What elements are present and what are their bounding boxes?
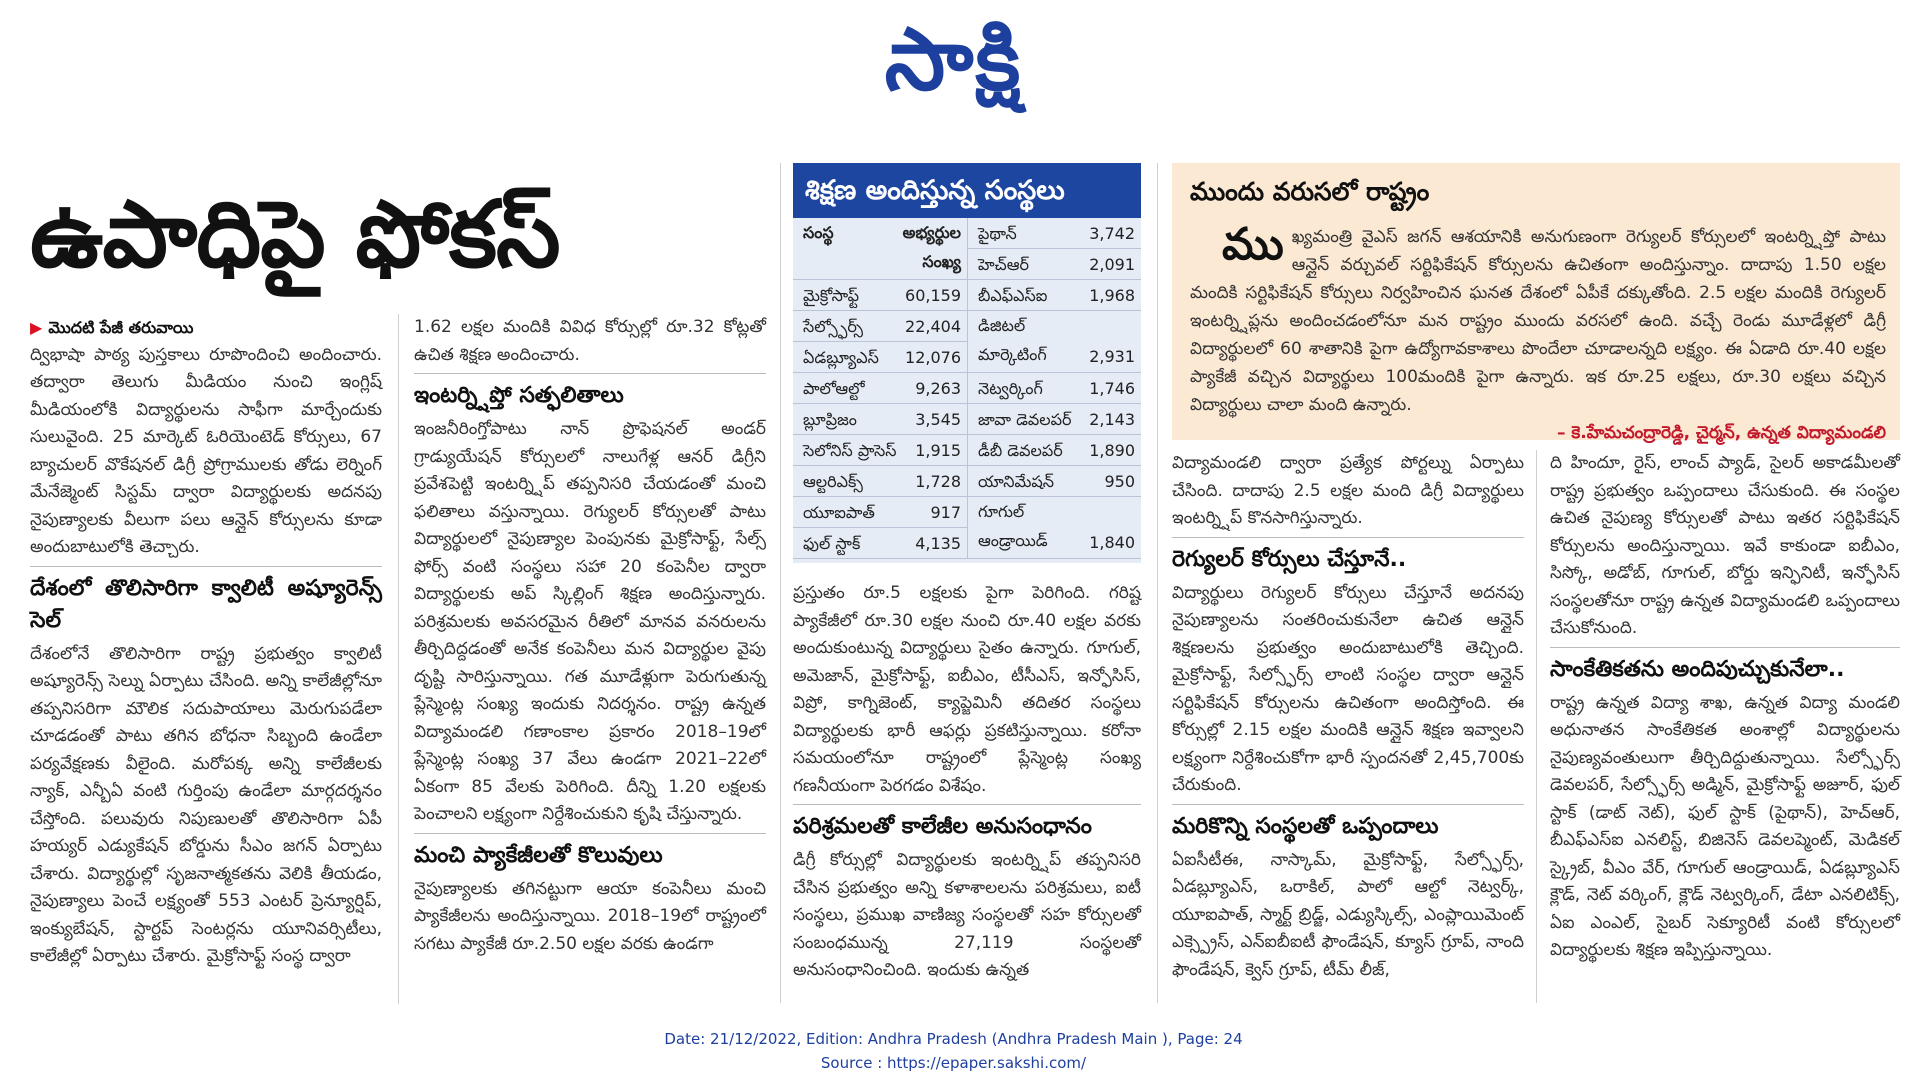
refer-label: మొదటి పేజీ తరువాయి	[48, 318, 194, 337]
article-paragraph: దేశంలోనే తొలిసారిగా రాష్ట్ర ప్రభుత్వం క్వాలిటీ అష్యూరెన్స్ సెల్ను ఏర్పాటు చేసింది. అన్ని కాలేజీల్లోనూ తప్పనిసరిగా మౌలిక సదుపాయాలు మెరుగుపడేలా చూడడంతో పాటు తగిన బోధనా సిబ్బంది ఉండేలా పర్యవేక్షణకు వీలైంది. మరోపక్క అన్ని కాలేజీలకు న్యాక్, ఎన్బీఏ వంటి గుర్తింపు ఉండేలా మార్గదర్శనం చేస్తోంది. పలువురు నిపుణులతో తొలిసారిగా ఏపీ హయ్యర్ ఎడ్యుకేషన్ బోర్డును సీఎం జగన్ ఏర్పాటు చేశారు. విద్యార్థుల్లో సృజనాత్మకతను వెలికి తీయడం, నైపుణ్యాలు పెంచే లక్ష్యంతో 553 ఎంటర్ ప్రెన్యూర్షిప్, ఇంక్యుబేషన్, స్టార్టప్ సెంటర్లను యూనివర్సిటీలు, కాలేజీల్లో ఏర్పాటు చేశారు. మైక్రోసాఫ్ట్ సంస్థ ద్వారా	[30, 643, 382, 966]
org-name: మైక్రోసాఫ్ట్	[803, 286, 860, 305]
subheading: దేశంలో తొలిసారిగా క్వాలిటీ అష్యూరెన్స్ సెల్	[30, 566, 382, 641]
continued-from-front-page	[30, 314, 382, 342]
org-count: 4,135	[915, 534, 961, 553]
org-name: జావా డెవలపర్	[978, 410, 1072, 429]
quote-body	[1190, 219, 1886, 447]
column-divider	[1157, 163, 1158, 1003]
org-name: ఆల్టరిఎక్స్	[803, 472, 863, 491]
org-count: 950	[1104, 472, 1135, 491]
org-name: డీబీ డెవలపర్	[978, 441, 1063, 460]
subheading: మరికొన్ని సంస్థలతో ఒప్పందాలు	[1172, 804, 1524, 847]
org-count: 12,076	[905, 348, 961, 367]
table-row	[968, 311, 1141, 373]
column-1	[30, 314, 382, 971]
triangle-icon: ▶	[30, 318, 43, 337]
table-left-column	[793, 218, 967, 559]
article-paragraph: విద్యామండలి ద్వారా ప్రత్యేక పోర్టల్ను ఏర్పాటు చేసింది. దాదాపు 2.5 లక్షల మంది డిగ్రీ విద్యార్థులు ఇంటర్న్షిప్ కొనసాగిస్తున్నారు.	[1172, 453, 1524, 528]
org-count: 1,746	[1089, 379, 1135, 398]
org-name: డిజిటల్ మార్కెటింగ్	[978, 316, 1047, 364]
org-name: పైథాన్	[978, 224, 1017, 243]
org-name: పాలోఆల్టో	[803, 379, 865, 398]
table-row	[793, 311, 967, 342]
table-row	[793, 497, 967, 528]
article-paragraph: డిగ్రీ కోర్సుల్లో విద్యార్థులకు ఇంటర్న్షిప్ తప్పనిసరి చేసిన ప్రభుత్వం అన్ని కళాశాలలను పరిశ్రమలు, ఐటీ సంస్థలు, ప్రముఖ వాణిజ్య సంస్థలతో సహ కోర్సులతో సంబంధమున్న 27,119 సంస్థలతో అనుసంధానించింది. ఇందుకు ఉన్నత	[793, 850, 1141, 980]
quote-title: ముందు వరుసలో రాష్ట్రం	[1190, 177, 1430, 206]
article-paragraph: ద్విభాషా పాఠ్య పుస్తకాలు రూపొందించి అందించారు. తద్వారా తెలుగు మీడియం నుంచి ఇంగ్లిష్ మీడియంలోకి విద్యార్థులను సాఫీగా మార్చేందుకు సులువైంది. 25 మార్కెట్ ఓరియెంటెడ్ కోర్సులు, 67 బ్యాచులర్ వొకేషనల్ డిగ్రీ ప్రోగ్రాములకు తోడు లెర్నింగ్ మేనేజ్మెంట్ సిస్టమ్ ద్వారా విద్యార్థులకు అదనపు నైపుణ్యాలకు వీలుగా పలు ఆన్లైన్ కోర్సులను కూడా అందుబాటులోకి తెచ్చారు.	[30, 344, 382, 557]
org-name: ఫుల్ స్టాక్	[803, 534, 861, 553]
org-name: బీఎఫ్ఎస్ఐ	[978, 286, 1048, 305]
masthead-logo: సాక్షి	[884, 10, 1023, 110]
table-row	[968, 249, 1141, 280]
org-count: 3,742	[1089, 224, 1135, 243]
table-row	[793, 435, 967, 466]
header-org: సంస్థ	[803, 223, 834, 242]
table-header-row	[793, 218, 967, 280]
headline: ఉపాధిపై ఫోకస్	[30, 181, 560, 288]
table-row	[968, 280, 1141, 311]
column-divider	[780, 163, 781, 1003]
column-4	[1172, 450, 1524, 984]
subheading: ఇంటర్న్షిప్తో సత్ఫలితాలు	[414, 373, 766, 416]
table-row	[793, 342, 967, 373]
quote-box	[1172, 163, 1900, 443]
table-right-column	[967, 218, 1141, 559]
org-count: 1,728	[915, 472, 961, 491]
article-paragraph: విద్యార్థులు రెగ్యులర్ కోర్సులు చేస్తూనే అదనపు నైపుణ్యాలను సంతరించుకునేలా ఉచిత ఆన్లైన్ శిక్షణలను ప్రభుత్వం అందుబాటులోకి తెచ్చింది. మైక్రోసాఫ్ట్, సేల్స్ఫోర్స్ లాంటి సంస్థల ద్వారా ఆన్లైన్ సర్టిఫికేషన్ కోర్సులను ఉచితంగా అందిస్తోంది. ఈ కోర్సుల్లో 2.15 లక్షల మందికి ఆన్లైన్ శిక్షణ ఇవ్వాలని లక్ష్యంగా నిర్దేశించుకోగా భారీ స్పందనతో 2,45,700కు చేరుకుంది.	[1172, 582, 1524, 795]
article-paragraph: 1.62 లక్షల మందికి వివిధ కోర్సుల్లో రూ.32 కోట్లతో ఉచిత శిక్షణ అందించారు.	[414, 317, 766, 365]
column-divider	[1536, 450, 1537, 1003]
table-row	[793, 280, 967, 311]
org-name: నెట్వర్కింగ్	[978, 379, 1043, 398]
subheading: పరిశ్రమలతో కాలేజీల అనుసంధానం	[793, 804, 1141, 847]
table-row	[968, 497, 1141, 559]
article-paragraph: నైపుణ్యాలకు తగినట్టుగా ఆయా కంపెనీలు మంచి ప్యాకేజీలను అందిస్తున్నాయి. 2018–19లో రాష్ట్రంలో సగటు ప్యాకేజీ రూ.2.50 లక్షల వరకు ఉండగా	[414, 878, 766, 954]
org-count: 2,143	[1089, 410, 1135, 429]
table-row	[793, 404, 967, 435]
table-row	[793, 528, 967, 559]
org-name: బ్లూప్రిజం	[803, 410, 857, 429]
table-row	[968, 435, 1141, 466]
column-3	[793, 580, 1141, 985]
table-row	[968, 218, 1141, 249]
header-count: అభ్యర్థుల సంఖ్య	[902, 223, 961, 271]
org-name: సేల్స్ఫోర్స్	[803, 317, 864, 336]
table-row	[968, 373, 1141, 404]
org-count: 1,968	[1089, 286, 1135, 305]
org-count: 1,915	[915, 441, 961, 460]
org-count: 22,404	[905, 317, 961, 336]
quote-signature	[1190, 419, 1886, 447]
org-count: 9,263	[915, 379, 961, 398]
subheading: మంచి ప్యాకేజీలతో కొలువులు	[414, 833, 766, 876]
org-count: 1,840	[1089, 533, 1135, 552]
subheading: సాంకేతికతను అందిపుచ్చుకునేలా..	[1550, 647, 1900, 690]
table-row	[968, 466, 1141, 497]
org-count: 1,890	[1089, 441, 1135, 460]
org-name: యూఐపాత్	[803, 503, 875, 522]
column-2	[414, 314, 766, 958]
org-count: 60,159	[905, 286, 961, 305]
drop-cap: ము	[1222, 219, 1284, 270]
table-row	[968, 404, 1141, 435]
table-row	[793, 466, 967, 497]
org-name: గూగుల్ ఆండ్రాయిడ్	[978, 502, 1048, 550]
org-count: 3,545	[915, 410, 961, 429]
org-name: హెచ్ఆర్	[978, 255, 1029, 274]
subheading: రెగ్యులర్ కోర్సులు చేస్తూనే..	[1172, 537, 1524, 580]
org-name: ఏడబ్ల్యూఎస్	[803, 348, 879, 367]
org-count: 2,091	[1089, 255, 1135, 274]
org-count: 917	[930, 503, 961, 522]
article-paragraph: ది హిందూ, రైస్, లాంచ్ ప్యాడ్, సైలర్ అకాడమీలతో రాష్ట్ర ప్రభుత్వం ఒప్పందాలు చేసుకుంది. ఈ సంస్థల ఉచిత నైపుణ్య కోర్సులతో పాటు ఇతర సర్టిఫికేషన్ కోర్సులను అందిస్తున్నాయి. ఇవే కాకుండా ఐబీఎం, సిస్కో, అడోబ్, గూగుల్, బోర్డు ఇన్ఫినిటీ, ఇన్ఫోసిస్ సంస్థలతోనూ రాష్ట్ర ఉన్నత విద్యామండలి ఒప్పందాలు చేసుకోనుంది.	[1550, 453, 1900, 638]
institutions-table	[793, 163, 1141, 563]
table-row	[793, 373, 967, 404]
org-name: యానిమేషన్	[978, 472, 1055, 491]
footer-date-edition: Date: 21/12/2022, Edition: Andhra Pradesh (Andhra Pradesh Main ), Page: 24	[664, 1030, 1243, 1048]
column-5	[1550, 450, 1900, 965]
column-divider	[398, 314, 399, 1004]
signature-text: – కె.హేమచంద్రారెడ్డి, చైర్మన్, ఉన్నత విద్యామండలి	[1556, 423, 1886, 443]
org-count: 2,931	[1089, 347, 1135, 366]
table-title: శిక్షణ అందిస్తున్న సంస్థలు	[793, 163, 1141, 218]
quote-text: ఖ్యమంత్రి వైఎస్ జగన్ ఆశయానికి అనుగుణంగా రెగ్యులర్ కోర్సులలో ఇంటర్న్షిప్తో పాటు ఆన్లైన్ వర్చువల్ సర్టిఫికేషన్ కోర్సులను ఉచితంగా అందిస్తున్నాం. దాదాపు 1.50 లక్షల మందికి సర్టిఫికేషన్ కోర్సులు నిర్వహించిన ఘనత దేశంలో ఏపీకే దక్కుతోంది. 2.5 లక్షల మందికి రెగ్యులర్ ఇంటర్న్షిప్లను అందించడంలోనూ మన రాష్ట్రం ముందు వరసలో ఉంది. వచ్చే రెండు మూడేళ్లలో డిగ్రీ విద్యార్థులలో 60 శాతానికి పైగా ఉద్యోగావకాశాలు పొందేలా చూడాలన్నది లక్ష్యం. ఈ ఏడాది రూ.40 లక్షల ప్యాకేజీ వచ్చిన విద్యార్థులు 100మందికి పైగా ఉన్నారు. ఇక రూ.25 లక్షలు, రూ.30 లక్షలు వచ్చిన విద్యార్థులు చాలా మంది ఉన్నారు.	[1190, 227, 1886, 415]
article-paragraph: రాష్ట్ర ఉన్నత విద్యా శాఖ, ఉన్నత విద్యా మండలి అధునాతన సాంకేతికత అంశాల్లో విద్యార్థులను నైపుణ్యవంతులుగా తీర్చిదిద్దుతున్నాయి. సేల్స్ఫోర్స్ డెవలపర్, సేల్స్ఫోర్స్ అడ్మిన్, మైక్రోసాఫ్ట్ అజూర్, ఫుల్ స్టాక్ (డాట్ నెట్), ఫుల్ స్టాక్ (పైథాన్), హెచ్ఆర్, బీఎఫ్ఎస్ఐ ఎనలిస్ట్, బిజినెస్ డెవలప్మెంట్, మెడికల్ స్క్రైబ్, వీఎం వేర్, గూగుల్ ఆండ్రాయిడ్, ఏడబ్ల్యూఎస్ క్లౌడ్, నెట్ వర్కింగ్, క్లౌడ్ నెట్వర్కింగ్, డేటా ఎనలిటిక్స్, ఏఐ ఎంఎల్, సైబర్ సెక్యూరిటీ వంటి కోర్సులలో విద్యార్థులకు శిక్షణ ఇప్పిస్తున్నాయి.	[1550, 692, 1900, 960]
footer-source[interactable]: Source : https://epaper.sakshi.com/	[820, 1054, 1087, 1072]
article-paragraph: ప్రస్తుతం రూ.5 లక్షలకు పైగా పెరిగింది. గరిష్ట ప్యాకేజీలో రూ.30 లక్షల నుంచి రూ.40 లక్షల వరకు అందుకుంటున్న విద్యార్థులు సైతం ఉన్నారు. గూగుల్, అమెజాన్, మైక్రోసాఫ్ట్, ఐబీఎం, టీసీఎస్, ఇన్ఫోసిస్, విప్రో, కాగ్నిజెంట్, క్యాప్జెమినీ తదితర సంస్థలు విద్యార్థులకు భారీ ఆఫర్లు ప్రకటిస్తున్నాయి. కరోనా సమయంలోనూ రాష్ట్రంలో ప్లేస్మెంట్ల సంఖ్య గణనీయంగా పెరగడం విశేషం.	[793, 583, 1141, 796]
org-name: సెలోనిస్ ప్రాసెస్	[803, 441, 897, 460]
article-paragraph: ఇంజనీరింగ్తోపాటు నాన్ ప్రొఫెషనల్ అండర్ గ్రాడ్యుయేషన్ కోర్సులలో నాలుగేళ్ల ఆనర్ డిగ్రీని ప్రవేశపెట్టి ఇంటర్న్షిప్ తప్పనిసరి చేయడంతో మంచి ఫలితాలు వస్తున్నాయి. రెగ్యులర్ కోర్సులతో పాటు విద్యార్థులలో నైపుణ్యాల పెంపునకు మైక్రోసాఫ్ట్, సేల్స్ ఫోర్స్ వంటి సంస్థలు సహా 20 కంపెనీల ద్వారా విద్యార్థులకు అప్ స్కిల్లింగ్ శిక్షణ అందిస్తున్నారు. పరిశ్రమలకు అవసరమైన రీతిలో మానవ వనరులను తీర్చిదిద్దడంతో అనేక కంపెనీలు మన విద్యార్థుల వైపు దృష్టి సారిస్తున్నాయి. గత మూడేళ్లుగా పెరుగుతున్న ప్లేస్మెంట్ల సంఖ్య ఇందుకు నిదర్శనం. రాష్ట్ర ఉన్నత విద్యామండలి గణాంకాల ప్రకారం 2018–19లో ప్లేస్మెంట్ల సంఖ్య 37 వేలు ఉండగా 2021–22లో ఏకంగా 85 వేలకు పెరిగింది. దీన్ని 1.20 లక్షలకు పెంచాలని లక్ష్యంగా నిర్దేశించుకుని కృషి చేస్తున్నారు.	[414, 419, 766, 824]
article-paragraph: ఏఐసీటీఈ, నాస్కామ్, మైక్రోసాఫ్ట్, సేల్స్ఫోర్స్, ఏడబ్ల్యూఎస్, ఒరాకిల్, పాలో ఆల్టో నెట్వర్క్, యూఐపాత్, స్మార్ట్ బ్రిడ్జ్, ఎడ్యుస్కిల్స్, ఎంప్లాయిమెంట్ ఎక్స్ప్రెస్, ఎన్ఐబీఐటీ ఫౌండేషన్, క్యూస్ గ్రూప్, నాంది ఫౌండేషన్, క్వెస్ గ్రూప్, టీమ్ లీజ్,	[1172, 849, 1524, 980]
